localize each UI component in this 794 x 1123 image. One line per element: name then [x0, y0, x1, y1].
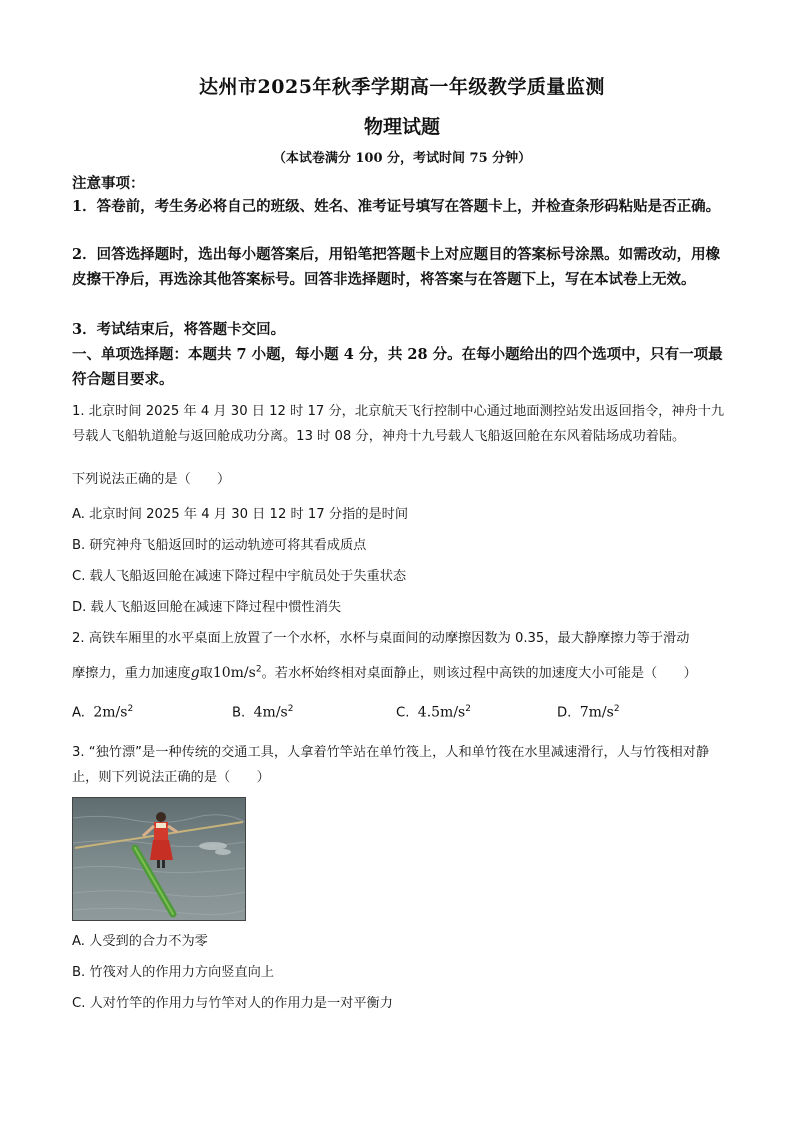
question-3-option-b: B. 竹筏对人的作用力方向竖直向上	[72, 965, 275, 980]
option-exponent: 2	[613, 704, 620, 714]
bamboo-rafting-illustration	[73, 798, 245, 920]
bamboo-rafting-photo	[72, 797, 246, 921]
question-1-option-b: B. 研究神舟飞船返回时的运动轨迹可将其看成质点	[72, 538, 367, 553]
option-value: 7m/s	[579, 704, 614, 721]
question-2-option-b	[232, 704, 293, 720]
question-2-text-b: 取	[199, 666, 213, 681]
option-exponent: 2	[465, 704, 471, 714]
section-1-heading: 一、单项选择题：本题共 7 小题，每小题 4 分，共 28 分。在每小题给出的四个选项中，只有一项最符合题目要求。	[72, 346, 723, 388]
question-3-stem: 3. “独竹漂”是一种传统的交通工具，人拿着竹竿站在单竹筏上，人和单竹筏在水里减速滑行，人与竹筏相对静止，则下列说法正确的是（ ）	[72, 745, 710, 785]
question-3-option-a: A. 人受到的合力不为零	[72, 934, 208, 949]
question-2-text-c: 。若水杯始终相对桌面静止，则该过程中高铁的加速度大小可能是（ ）	[261, 666, 697, 681]
option-value: 4.5m/s	[417, 704, 466, 721]
question-3-option-c: C. 人对竹竿的作用力与竹竿对人的作用力是一对平衡力	[72, 996, 393, 1011]
question-1-stem: 1. 北京时间 2025 年 4 月 30 日 12 时 17 分，北京航天飞行控制中心通过地面测控站发出返回指令，神舟十九号载人飞船轨道舱与返回舱成功分离。13 时 08 分，神舟十九号载人飞船返回舱在东风着陆场成功着陆。	[72, 404, 725, 444]
exam-title: 达州市2025年秋季学期高一年级教学质量监测	[199, 76, 605, 98]
question-1-option-d: D. 载人飞船返回舱在减速下降过程中惯性消失	[72, 600, 342, 615]
question-2-text-a: 摩擦力，重力加速度	[72, 666, 191, 681]
option-letter: B.	[232, 705, 246, 721]
notice-item-1: 1．答卷前，考生务必将自己的班级、姓名、准考证号填写在答题卡上，并检查条形码粘贴是否正确。	[72, 198, 721, 215]
option-letter: A.	[72, 705, 85, 721]
notice-item-3: 3．考试结束后，将答题卡交回。	[72, 321, 286, 338]
option-value: 2m/s	[93, 704, 128, 721]
question-1-prompt: 下列说法正确的是（ ）	[72, 472, 231, 487]
gravity-symbol: g	[190, 665, 200, 681]
question-1-option-c: C. 载人飞船返回舱在减速下降过程中宇航员处于失重状态	[72, 569, 407, 584]
notice-item-2: 2．回答选择题时，选出每小题答案后，用铅笔把答题卡上对应题目的答案标号涂黑。如需改动，用橡皮擦干净后，再选涂其他答案标号。回答非选择题时，将答案与在答题下上，写在本试卷上无效。	[72, 246, 721, 288]
option-letter: D.	[557, 705, 572, 721]
exam-duration-note: （本试卷满分 100 分，考试时间 75 分钟）	[272, 151, 532, 166]
question-2-stem-line2	[72, 662, 697, 681]
option-exponent: 2	[127, 704, 134, 714]
option-letter: C.	[396, 705, 410, 721]
option-exponent: 2	[287, 704, 294, 714]
gravity-exponent: 2	[255, 664, 262, 675]
gravity-value: 10m/s	[212, 665, 256, 681]
exam-subject: 物理试题	[363, 116, 440, 138]
question-2-stem: 2. 高铁车厢里的水平桌面上放置了一个水杯，水杯与桌面间的动摩擦因数为 0.35，最大静摩擦力等于滑动	[72, 631, 690, 646]
question-2-option-c	[396, 704, 471, 720]
question-2-option-a	[72, 704, 133, 720]
question-2-option-d	[557, 704, 620, 720]
option-value: 4m/s	[253, 704, 288, 721]
notice-heading: 注意事项：	[72, 175, 145, 192]
question-1-option-a: A. 北京时间 2025 年 4 月 30 日 12 时 17 分指的是时间	[72, 507, 409, 522]
